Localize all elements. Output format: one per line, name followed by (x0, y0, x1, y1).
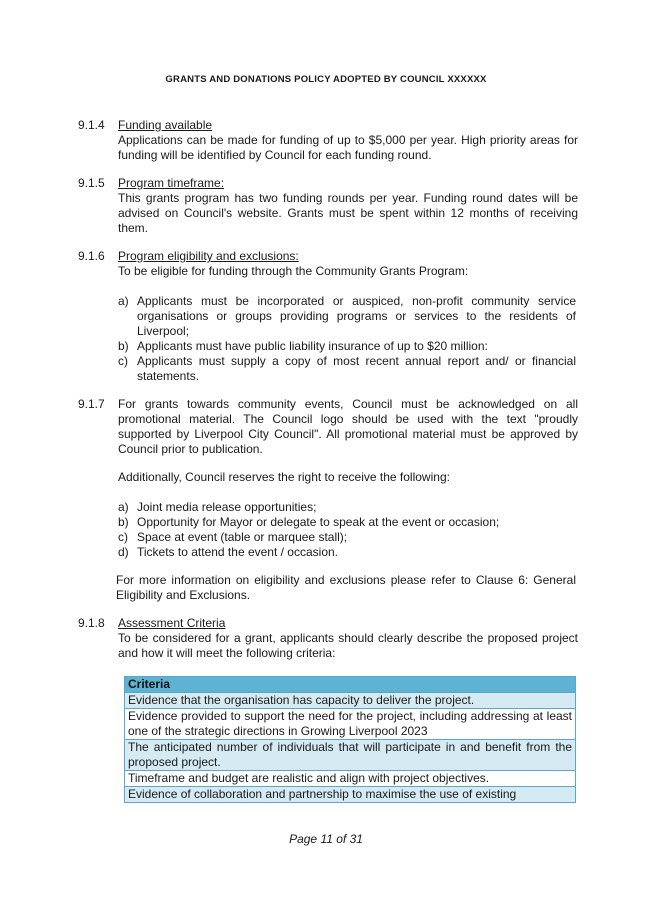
table-header-cell: Criteria (125, 677, 576, 693)
list-item: b) Applicants must have public liability insurance of up to $20 million: (118, 339, 488, 353)
page-footer: Page 11 of 31 (289, 832, 363, 846)
table-header-row (125, 677, 576, 693)
section-heading: Program timeframe: (118, 176, 225, 190)
table-cell: Timeframe and budget are realistic and align with project objectives. (125, 771, 576, 787)
additional-text: Additionally, Council reserves the right to receive the following: (118, 470, 450, 484)
list-item: c) Applicants must supply a copy of most recent annual report and/ or financial statements. (118, 354, 576, 383)
section-intro: To be eligible for funding through the Community Grants Program: (118, 264, 469, 278)
criteria-table (124, 676, 576, 803)
section-heading: Funding available (118, 118, 213, 132)
section-number: 9.1.7 (78, 397, 105, 411)
section-number: 9.1.5 (78, 176, 105, 190)
section-number: 9.1.8 (78, 616, 105, 630)
table-cell: Evidence of collaboration and partnership to maximise the use of existing (125, 787, 576, 803)
section-9-1-6 (78, 249, 578, 279)
section-text: This grants program has two funding rounds per year. Funding round dates will be advised on Council's website. Grants must be spent within 12 months of receiving them. (118, 191, 578, 235)
more-info-text: For more information on eligibility and exclusions please refer to Clause 6: General Eligibility and Exclusions. (116, 573, 576, 602)
section-9-1-7 (78, 397, 578, 457)
eligibility-list (118, 294, 576, 384)
section-number: 9.1.4 (78, 118, 105, 132)
section-9-1-5 (78, 176, 578, 236)
table-row (125, 693, 576, 709)
table-row (125, 771, 576, 787)
table-row (125, 740, 576, 771)
table-row (125, 709, 576, 740)
list-item: a) Applicants must be incorporated or auspiced, non-profit community service organisations or groups providing programs or services to the residents of Liverpool; (118, 294, 576, 338)
page-header: GRANTS AND DONATIONS POLICY ADOPTED BY COUNCIL XXXXXX (165, 74, 487, 85)
table-cell: Evidence provided to support the need for the project, including addressing at least one of the strategic directions in Growing Liverpool 2023 (125, 709, 576, 740)
list-item: d) Tickets to attend the event / occasion. (118, 545, 338, 559)
section-heading: Program eligibility and exclusions: (118, 249, 299, 263)
section-text: For grants towards community events, Council must be acknowledged on all promotional material. The Council logo should be used with the text "proudly supported by Liverpool City Council". All promotional material must be approved by Council prior to publication. (118, 397, 578, 456)
section-text: To be considered for a grant, applicants should clearly describe the proposed project and how it will meet the following criteria: (118, 631, 578, 660)
section-text: Applications can be made for funding of up to $5,000 per year. High priority areas for funding will be identified by Council for each funding round. (118, 133, 578, 162)
list-item: a) Joint media release opportunities; (118, 500, 317, 514)
section-heading: Assessment Criteria (118, 616, 226, 630)
table-cell: Evidence that the organisation has capacity to deliver the project. (125, 693, 576, 709)
list-item: c) Space at event (table or marquee stall); (118, 530, 348, 544)
section-9-1-8 (78, 616, 578, 661)
list-item: b) Opportunity for Mayor or delegate to speak at the event or occasion; (118, 515, 500, 529)
table-cell: The anticipated number of individuals that will participate in and benefit from the proposed project. (125, 740, 576, 771)
table-row (125, 787, 576, 803)
rights-list (118, 500, 576, 560)
section-number: 9.1.6 (78, 249, 105, 263)
section-9-1-4 (78, 118, 578, 163)
